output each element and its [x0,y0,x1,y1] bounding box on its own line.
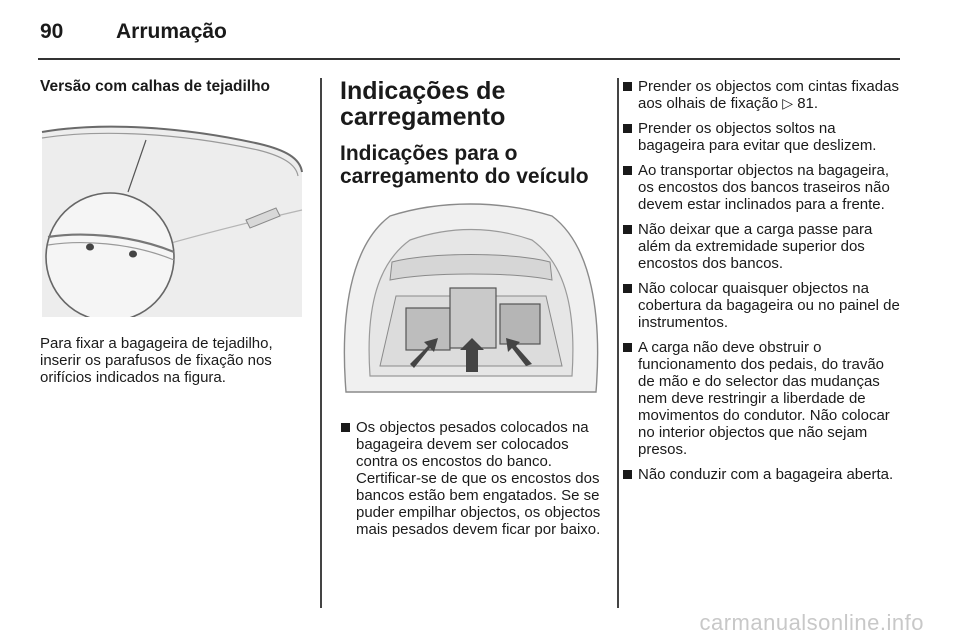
list-item: Não conduzir com a bagageira aberta. [622,466,904,483]
cargo-loading-illustration [340,196,602,401]
column-loading-info [340,78,602,546]
list-item: Prender os objectos soltos na bagageira para evitar que deslizem. [622,120,904,154]
section-heading: Indicações de carregamento [340,77,506,131]
page-number: 90 [40,20,64,43]
list-item: Ao transportar objectos na bagageira, os encostos dos bancos traseiros não devem estar inclinados para a frente. [622,162,904,213]
roof-rail-subheading: Versão com calhas de tejadilho [40,78,271,95]
roof-rail-caption: Para fixar a bagageira de tejadilho, inserir os parafusos de fixação nos orifícios indicados na figura. [40,335,273,386]
bullet-text: Prender os objectos com cintas fixadas aos olhais de fixação [638,78,899,112]
page-reference-icon: ▷ [782,95,794,111]
header-rule [38,58,900,60]
list-item: Não colocar quaisquer objectos na cobertura da bagageira ou no painel de instrumentos. [622,280,904,331]
roof-rail-illustration [40,112,305,317]
page-reference: 81. [797,95,819,112]
page-title: Arrumação [116,20,227,43]
list-item: Não deixar que a carga passe para além da extremidade superior dos encostos dos bancos. [622,221,904,272]
loading-rules-bullets [622,78,904,483]
page-header [38,20,900,60]
list-item: Os objectos pesados colocados na bagageira devem ser colocados contra os encostos do banco. Certificar-se de que os encostos dos bancos estão bem engatados. Se se puder empilhar objectos, os objectos mais pesados devem ficar por baixo. [340,419,602,538]
column-loading-rules [622,78,904,491]
column-divider [320,78,322,608]
watermark: carmanualsonline.info [699,610,924,635]
list-item [622,78,904,112]
loading-bullets [340,419,602,538]
column-roof-rails [40,78,305,386]
column-divider [617,78,619,608]
list-item: A carga não deve obstruir o funcionamento dos pedais, do travão de mão e do selector das mudanças nem deve restringir a liberdade de movimentos do condutor. Não colocar no interior objectos que não sejam presos. [622,339,904,458]
section-subheading: Indicações para o carregamento do veículo [340,142,589,188]
